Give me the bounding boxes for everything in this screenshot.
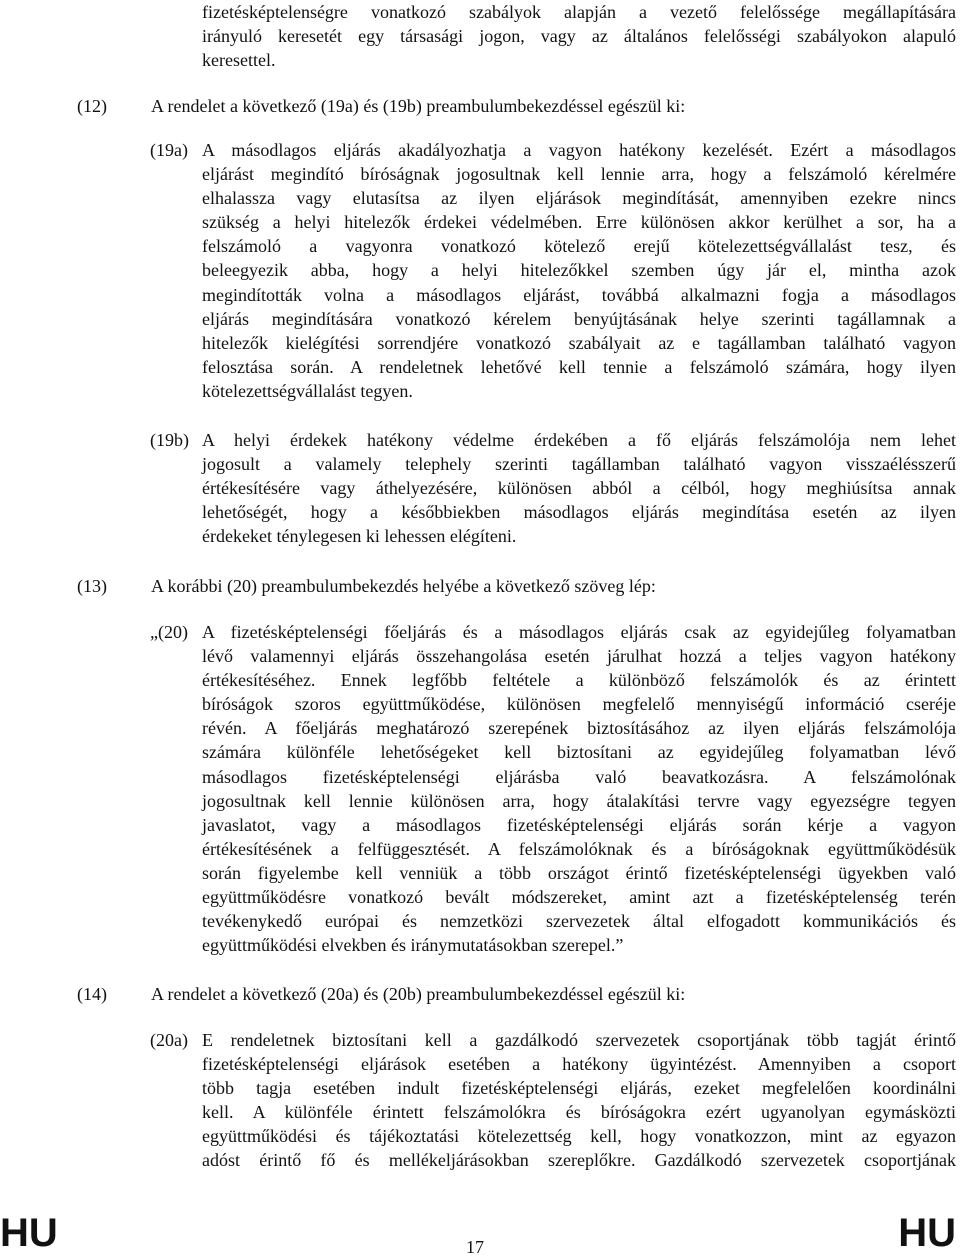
text-line: révén. A főeljárás meghatározó szerepének biztosításához az ilyen eljárás felszámolója	[202, 718, 956, 739]
text-line: megindították volna a másodlagos eljárást, továbbá alkalmazni fogja a másodlagos	[202, 284, 956, 305]
text-line: irányuló keresetét egy társasági jogon, vagy az általános felelősségi szabályokon alapuló	[202, 26, 956, 47]
text-line: együttműködési és tájékoztatási kötelezettség kell, hogy vonatkozzon, mint az egyazon	[202, 1126, 956, 1147]
text-line: hitelezők kielégítési sorrendjére vonatkozó szabályait az e tagállamban található vagyon	[202, 332, 956, 353]
text-line: adóst érintő fő és mellékeljárásokban szereplőkre. Gazdálkodó szervezetek csoportjának	[202, 1150, 956, 1171]
text-line: fizetésképtelenségre vonatkozó szabályok alapján a vezető felelőssége megállapítására	[202, 2, 956, 22]
text-line: együttműködési elvekben és iránymutatásokban szerepel.”	[202, 935, 624, 956]
text-line: lévő valamennyi eljárás összehangolása esetén járulhat hozzá a teljes vagyon hatékony	[202, 646, 956, 667]
page-number: 17	[466, 1237, 484, 1257]
intro-paragraph	[202, 0, 956, 72]
text-line: keresettel.	[202, 50, 276, 71]
recital-20a-paragraph	[202, 1028, 956, 1173]
text-line: beleegyezik abba, hogy a helyi hitelezőkkel szemben úgy jár el, mintha azok	[202, 260, 956, 281]
text-line: eljárás megindítására vonatkozó kérelem benyújtásának helye szerinti tagállamnak a	[202, 308, 956, 329]
text-line: kell. A különféle érintett felszámolókra és bíróságokra ezért ugyanolyan egymásközti	[202, 1102, 956, 1123]
text-line: több tagja esetében indult fizetésképtelenségi eljárás, ezeket megfelelően koordinálni	[202, 1078, 956, 1099]
recital-number: (20a)	[150, 1030, 188, 1050]
item-number: (12)	[77, 96, 107, 116]
text-line: értékesítéséhez. Ennek legfőbb feltétele a különböző felszámolók és az érintett	[202, 670, 956, 691]
text-line: jogosultnak kell lennie különösen arra, hogy átalakítási tervre vagy egyezségre tegyen	[202, 790, 956, 811]
text-line: számára különféle lehetőségeket kell biztosítani az egyidejűleg folyamatban lévő	[202, 742, 956, 763]
text-line: másodlagos fizetésképtelenségi eljárásba való beavatkozásra. A felszámolónak	[202, 766, 956, 787]
text-line: E rendeletnek biztosítani kell a gazdálkodó szervezetek csoportjának több tagját érintő	[202, 1030, 956, 1050]
recital-19b-paragraph	[202, 428, 956, 548]
text-line: együttműködésre vonatkozó bevált módszereket, amint azt a fizetésképtelenség terén	[202, 887, 956, 908]
text-line: érdekeket ténylegesen ki lehessen elégíteni.	[202, 526, 517, 547]
text-line: tevékenykedő európai és nemzetközi szervezetek által elfogadott kommunikációs és	[202, 911, 956, 932]
text-line: felosztása során. A rendeletnek lehetővé kell tennie a felszámoló számára, hogy ilyen	[202, 356, 956, 377]
item-heading: A korábbi (20) preambulumbekezdés helyébe a következő szöveg lép:	[151, 576, 656, 596]
recital-number: (19b)	[150, 430, 189, 450]
recital-number: „(20)	[150, 622, 188, 642]
text-line: lehetőségét, hogy a későbbiekben másodlagos eljárás megindítása esetén az ilyen	[202, 502, 956, 523]
text-line: során figyelembe kell venniük a több országot érintő fizetésképtelenségi ügyekben való	[202, 862, 956, 883]
text-line: A helyi érdekek hatékony védelme érdekében a fő eljárás felszámolója nem lehet	[202, 430, 956, 450]
text-line: fizetésképtelenségi eljárások esetében a hatékony ügyintézést. Amennyiben a csoport	[202, 1054, 956, 1075]
text-line: szükség a helyi hitelezők érdekei védelmében. Erre különösen akkor kerülhet a sor, ha a	[202, 212, 956, 233]
text-line: A fizetésképtelenségi főeljárás és a másodlagos eljárás csak az egyidejűleg folyamatban	[202, 622, 956, 642]
text-line: elhalassza vagy elutasítsa az ilyen eljárások megindítását, amennyiben ezekre nincs	[202, 188, 956, 209]
recital-number: (19a)	[150, 140, 188, 160]
text-line: értékesítésére vagy áthelyezésére, különösen abból a célból, hogy meghiúsítsa annak	[202, 478, 956, 499]
item-heading: A rendelet a következő (20a) és (20b) preambulumbekezdéssel egészül ki:	[151, 984, 686, 1004]
footer-language-right: HU	[898, 1211, 956, 1255]
text-line: értékesítésének a felfüggesztését. A felszámolóknak és a bíróságoknak együttműködésük	[202, 838, 956, 859]
item-number: (14)	[77, 984, 107, 1004]
text-line: A másodlagos eljárás akadályozhatja a vagyon hatékony kezelését. Ezért a másodlagos	[202, 140, 956, 160]
item-number: (13)	[77, 576, 107, 596]
text-line: jogosult a valamely telephely szerinti tagállamban található vagyon visszaélésszerű	[202, 454, 956, 475]
text-line: felszámoló a vagyonra vonatkozó kötelező erejű kötelezettségvállalást tesz, és	[202, 236, 956, 257]
recital-20-paragraph	[202, 620, 956, 957]
footer-language-left: HU	[0, 1211, 58, 1255]
text-line: bíróságok szoros együttműködése, különösen megfelelő mennyiségű információ cseréje	[202, 694, 956, 715]
text-line: kötelezettségvállalást tegyen.	[202, 380, 413, 401]
item-heading: A rendelet a következő (19a) és (19b) preambulumbekezdéssel egészül ki:	[151, 96, 686, 116]
recital-19a-paragraph	[202, 138, 956, 403]
text-line: eljárást megindító bíróságnak jogosultnak kell lennie arra, hogy a felszámoló kérelmére	[202, 164, 956, 185]
text-line: javaslatot, vagy a másodlagos fizetésképtelenségi eljárás során kérje a vagyon	[202, 814, 956, 835]
